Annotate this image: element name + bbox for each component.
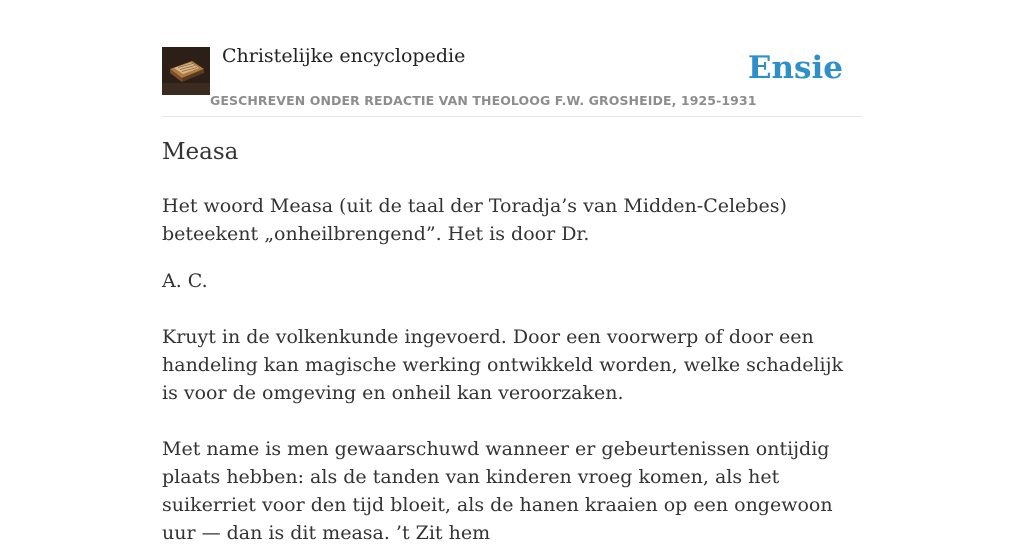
article-paragraph-4: Met name is men gewaarschuwd wanneer er gebeurtenissen ontijdig plaats hebben: als de tanden van kinderen vroeg komen, als het suikerriet voor den tijd bloeit, als de hanen kraaien op een ongewoon uur — dan is dit measa. ’t Zit hem (162, 438, 833, 544)
book-thumbnail-graphic (162, 47, 210, 95)
content-column (162, 0, 862, 544)
site-tagline: GESCHREVEN ONDER REDACTIE VAN THEOLOOG F.W. GROSHEIDE, 1925-1931 (210, 93, 757, 108)
article-paragraph-3: Kruyt in de volkenkunde ingevoerd. Door een voorwerp of door een handeling kan magische werking ontwikkeld worden, welke schadelijk is voor de omgeving en onheil kan veroorzaken. (162, 326, 844, 404)
book-thumbnail-icon[interactable] (162, 47, 210, 95)
site-name[interactable]: Christelijke encyclopedie (222, 45, 466, 67)
site-header (162, 0, 862, 117)
brand-logo[interactable]: Ensie (747, 50, 843, 86)
article-paragraph-1: Het woord Measa (uit de taal der Toradja’s van Midden-Celebes) beteekent „onheilbrengend”. Het is door Dr. (162, 195, 787, 245)
article-paragraph-2: A. C. (162, 270, 208, 292)
article-title: Measa (162, 139, 239, 165)
